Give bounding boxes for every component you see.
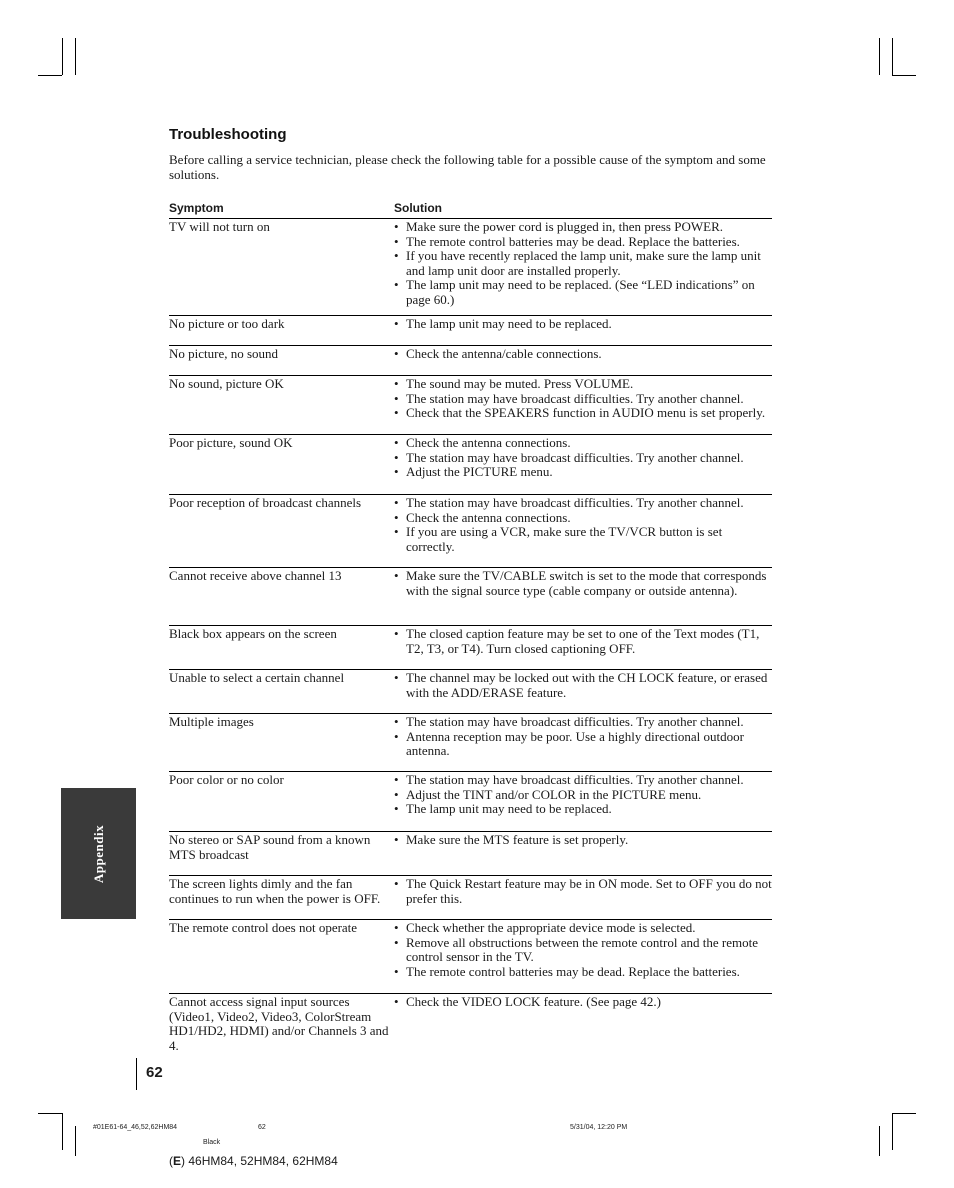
model-prefix: E xyxy=(173,1154,182,1168)
crop-mark xyxy=(75,1126,76,1156)
crop-mark xyxy=(62,38,63,75)
solution-item: • Make sure the power cord is plugged in, then press POWER. xyxy=(394,220,772,235)
side-tab-label: Appendix xyxy=(90,824,106,883)
table-row xyxy=(169,376,772,435)
solution-item: • Remove all obstructions between the remote control and the remote control sensor in the TV. xyxy=(394,936,772,965)
solution-list xyxy=(394,347,772,375)
solution-item: • The station may have broadcast difficulties. Try another channel. xyxy=(394,451,772,466)
solution-item: • Check that the SPEAKERS function in AUDIO menu is set properly. xyxy=(394,406,772,421)
solution-item: • The Quick Restart feature may be in ON mode. Set to OFF you do not prefer this. xyxy=(394,877,772,906)
solution-item: • The station may have broadcast difficulties. Try another channel. xyxy=(394,496,772,511)
solution-item: • The channel may be locked out with the CH LOCK feature, or erased with the ADD/ERASE feature. xyxy=(394,671,772,700)
symptom-cell: No sound, picture OK xyxy=(169,376,284,391)
symptom-cell: No stereo or SAP sound from a known MTS broadcast xyxy=(169,832,371,862)
symptom-cell: Multiple images xyxy=(169,714,254,729)
section-title: Troubleshooting xyxy=(169,126,287,143)
solution-list xyxy=(394,921,772,993)
intro-text: Before calling a service technician, please check the following table for a possible cause of the symptom and some solutions. xyxy=(169,152,766,182)
symptom-cell: The remote control does not operate xyxy=(169,920,358,935)
solution-list xyxy=(394,671,772,713)
crop-mark xyxy=(62,1113,63,1150)
solution-list xyxy=(394,877,772,919)
solution-list xyxy=(394,496,772,567)
table-row xyxy=(169,994,772,1064)
solution-item: • The lamp unit may need to be replaced. (See “LED indications” on page 60.) xyxy=(394,278,772,307)
solution-item: • Check the antenna connections. xyxy=(394,436,772,451)
symptom-cell: No picture or too dark xyxy=(169,316,285,331)
crop-mark xyxy=(892,1113,916,1114)
crop-mark xyxy=(75,38,76,75)
table-row xyxy=(169,714,772,772)
solution-list xyxy=(394,436,772,494)
table-row xyxy=(169,316,772,346)
table-row xyxy=(169,876,772,920)
table-row xyxy=(169,568,772,626)
table-row xyxy=(169,219,772,316)
solution-list xyxy=(394,833,772,875)
solution-item: • Check the antenna connections. xyxy=(394,511,772,526)
symptom-cell: Poor color or no color xyxy=(169,772,284,787)
solution-item: • Check the VIDEO LOCK feature. (See page 42.) xyxy=(394,995,772,1010)
solution-item: • If you are using a VCR, make sure the TV/VCR button is set correctly. xyxy=(394,525,772,554)
solution-list xyxy=(394,995,772,1064)
solution-item: • The closed caption feature may be set to one of the Text modes (T1, T2, T3, or T4). Turn closed captioning OFF. xyxy=(394,627,772,656)
crop-mark xyxy=(879,38,880,75)
crop-mark xyxy=(892,75,916,76)
solution-item: • The remote control batteries may be dead. Replace the batteries. xyxy=(394,235,772,250)
solution-item: • The remote control batteries may be dead. Replace the batteries. xyxy=(394,965,772,980)
symptom-cell: Unable to select a certain channel xyxy=(169,670,345,685)
symptom-header: Symptom xyxy=(169,201,224,215)
solution-item: • The station may have broadcast difficulties. Try another channel. xyxy=(394,715,772,730)
crop-mark xyxy=(879,1126,880,1156)
table-row xyxy=(169,626,772,670)
footer-file: #01E61-64_46,52,62HM84 xyxy=(93,1124,178,1131)
table-row xyxy=(169,920,772,994)
solution-item: • The lamp unit may need to be replaced. xyxy=(394,317,772,332)
solution-item: • Make sure the TV/CABLE switch is set to the mode that corresponds with the signal source type (cable company or outside antenna). xyxy=(394,569,772,598)
solution-item: • Antenna reception may be poor. Use a highly directional outdoor antenna. xyxy=(394,730,772,759)
solution-item: • Make sure the MTS feature is set properly. xyxy=(394,833,772,848)
symptom-cell: TV will not turn on xyxy=(169,219,270,234)
table-row xyxy=(169,772,772,832)
solution-list xyxy=(394,773,772,831)
table-row xyxy=(169,670,772,714)
table-row xyxy=(169,346,772,376)
solution-item: • Check whether the appropriate device mode is selected. xyxy=(394,921,772,936)
table-row xyxy=(169,495,772,568)
footer-page: 62 xyxy=(258,1124,266,1131)
model-list: 46HM84, 52HM84, 62HM84 xyxy=(185,1154,338,1168)
footer-date: 5/31/04, 12:20 PM xyxy=(570,1124,628,1131)
solution-list xyxy=(394,220,772,315)
symptom-cell: No picture, no sound xyxy=(169,346,279,361)
solution-item: • Adjust the TINT and/or COLOR in the PICTURE menu. xyxy=(394,788,772,803)
crop-mark xyxy=(38,75,62,76)
footer-ink: Black xyxy=(203,1139,221,1146)
solution-list xyxy=(394,377,772,434)
solution-list xyxy=(394,317,772,345)
symptom-cell: Poor picture, sound OK xyxy=(169,435,293,450)
crop-mark xyxy=(892,1113,893,1150)
troubleshooting-table xyxy=(169,219,772,1064)
symptom-cell: The screen lights dimly and the fan continues to run when the power is OFF. xyxy=(169,876,381,906)
symptom-cell: Poor reception of broadcast channels xyxy=(169,495,362,510)
crop-mark xyxy=(38,1113,62,1114)
page-number: 62 xyxy=(146,1064,163,1081)
symptom-cell: Cannot receive above channel 13 xyxy=(169,568,342,583)
page-number-rule xyxy=(136,1058,137,1090)
solution-list xyxy=(394,569,772,625)
symptom-cell: Black box appears on the screen xyxy=(169,626,337,641)
table-row xyxy=(169,435,772,495)
solution-item: • The sound may be muted. Press VOLUME. xyxy=(394,377,772,392)
solution-list xyxy=(394,627,772,669)
table-row xyxy=(169,832,772,876)
model-line: (E) 46HM84, 52HM84, 62HM84 xyxy=(169,1154,338,1168)
solution-item: • If you have recently replaced the lamp unit, make sure the lamp unit and lamp unit door are installed properly. xyxy=(394,249,772,278)
solution-item: • Adjust the PICTURE menu. xyxy=(394,465,772,480)
solution-list xyxy=(394,715,772,771)
solution-item: • The lamp unit may need to be replaced. xyxy=(394,802,772,817)
symptom-cell: Cannot access signal input sources (Video1, Video2, Video3, ColorStream HD1/HD2, HDMI) and/or Channels 3 and 4. xyxy=(169,994,389,1053)
solution-item: • The station may have broadcast difficulties. Try another channel. xyxy=(394,773,772,788)
solution-item: • Check the antenna/cable connections. xyxy=(394,347,772,362)
solution-header: Solution xyxy=(394,201,442,215)
solution-item: • The station may have broadcast difficulties. Try another channel. xyxy=(394,392,772,407)
crop-mark xyxy=(892,38,893,75)
side-tab xyxy=(61,788,136,919)
